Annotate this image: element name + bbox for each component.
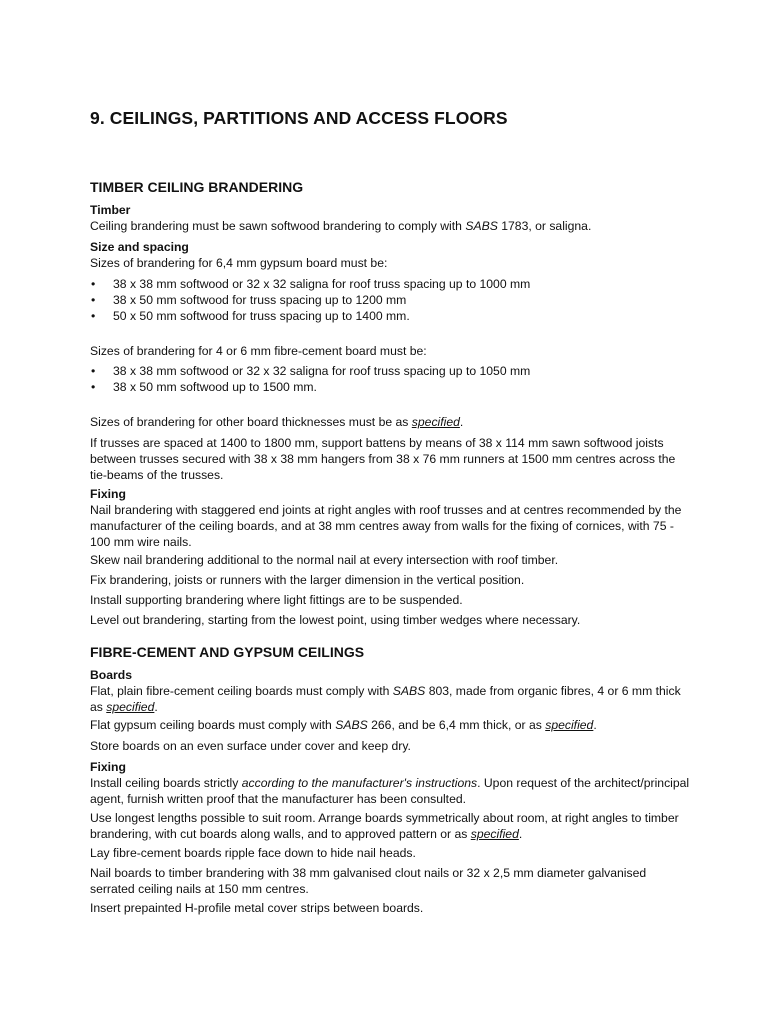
paragraph-fixing-skew: Skew nail brandering additional to the normal nail at every intersection with roof timber. (90, 553, 559, 567)
paragraph-longest-lengths: Use longest lengths possible to suit room. Arrange boards symmetrically about room, at right angles to timber brandering, with cut boards along walls, and to approved pattern or as specified. (90, 811, 679, 841)
paragraph-cover-strips: Insert prepainted H-profile metal cover strips between boards. (90, 901, 424, 915)
paragraph-size-gypsum: Sizes of brandering for 6,4 mm gypsum board must be: (90, 256, 388, 270)
list-item: • 38 x 50 mm softwood up to 1500 mm. (91, 380, 317, 394)
subheading-size-and-spacing: Size and spacing (90, 240, 189, 254)
list-item: • 38 x 38 mm softwood or 32 x 32 saligna for roof truss spacing up to 1000 mm (91, 277, 531, 291)
list-item: • 38 x 38 mm softwood or 32 x 32 saligna for roof truss spacing up to 1050 mm (91, 364, 531, 378)
paragraph-trusses: If trusses are spaced at 1400 to 1800 mm, support battens by means of 38 x 114 mm sawn softwood joists between trusses secured with 38 x 38 mm hangers from 38 x 76 mm runners at 1500 mm centres across the tie-beams of the trusses. (90, 436, 676, 482)
paragraph-boards-store: Store boards on an even surface under cover and keep dry. (90, 739, 411, 753)
list-item: • 50 x 50 mm softwood for truss spacing up to 1400 mm. (91, 309, 410, 323)
paragraph-timber: Ceiling brandering must be sawn softwood brandering to comply with SABS 1783, or saligna. (90, 219, 592, 233)
paragraph-fixing-level: Level out brandering, starting from the lowest point, using timber wedges where necessary. (90, 613, 581, 627)
paragraph-ripple-face: Lay fibre-cement boards ripple face down to hide nail heads. (90, 846, 416, 860)
list-item: • 38 x 50 mm softwood for truss spacing up to 1200 mm (91, 293, 407, 307)
chapter-title: 9. CEILINGS, PARTITIONS AND ACCESS FLOORS (90, 108, 508, 128)
paragraph-boards-fibre-cement: Flat, plain fibre-cement ceiling boards must comply with SABS 803, made from organic fibres, 4 or 6 mm thick as specified. (90, 684, 681, 714)
paragraph-size-fibre-cement: Sizes of brandering for 4 or 6 mm fibre-cement board must be: (90, 344, 427, 358)
paragraph-fixing-light: Install supporting brandering where light fittings are to be suspended. (90, 593, 463, 607)
paragraph-fixing-nail: Nail brandering with staggered end joints at right angles with roof trusses and at centres recommended by the manufacturer of the ceiling boards, and at 38 mm centres away from walls for the fixing of cornices, with 75 - 100 mm wire nails. (90, 503, 682, 549)
subheading-fixing-2: Fixing (90, 760, 126, 774)
paragraph-nail-boards: Nail boards to timber brandering with 38 mm galvanised clout nails or 32 x 2,5 mm diameter galvanised serrated ceiling nails at 150 mm centres. (90, 866, 647, 896)
subheading-timber: Timber (90, 203, 131, 217)
subheading-fixing: Fixing (90, 487, 126, 501)
section-heading-timber-ceiling-brandering: TIMBER CEILING BRANDERING (90, 179, 304, 195)
subheading-boards: Boards (90, 668, 132, 682)
paragraph-other-thicknesses: Sizes of brandering for other board thicknesses must be as specified. (90, 415, 464, 429)
paragraph-boards-gypsum: Flat gypsum ceiling boards must comply with SABS 266, and be 6,4 mm thick, or as specified. (90, 718, 597, 732)
paragraph-fixing-joists: Fix brandering, joists or runners with the larger dimension in the vertical position. (90, 573, 525, 587)
paragraph-install: Install ceiling boards strictly according to the manufacturer's instructions. Upon request of the architect/principal agent, furnish written proof that the manufacturer has been consulted. (90, 776, 690, 806)
section-heading-fibre-cement-gypsum: FIBRE-CEMENT AND GYPSUM CEILINGS (90, 644, 365, 660)
